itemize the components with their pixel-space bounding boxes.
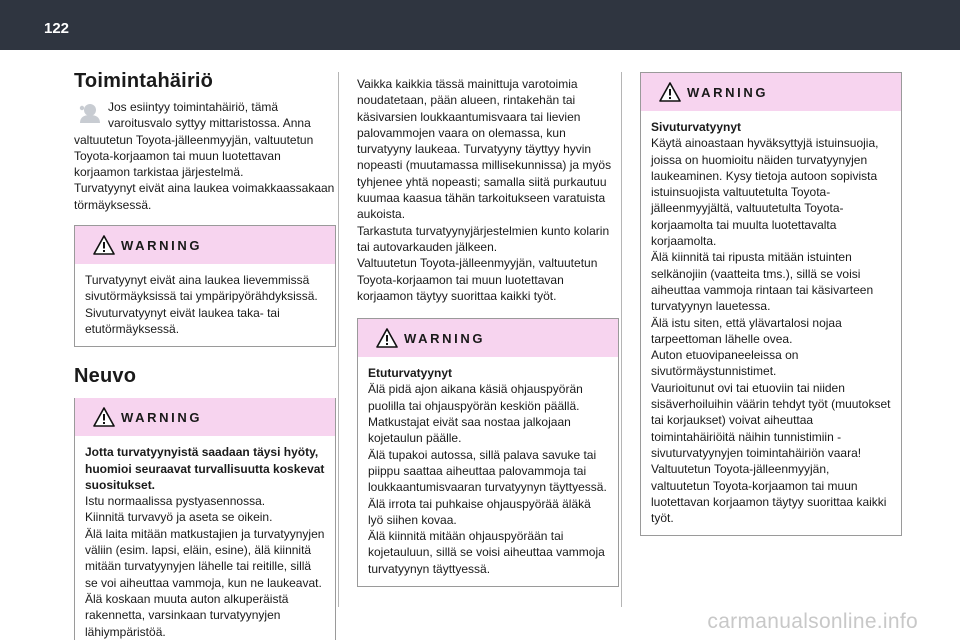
warning-heading: Etuturvatyynyt (368, 366, 453, 381)
warning-triangle-icon (376, 328, 398, 348)
warning-text: Istu normaalissa pystyasennossa. Kiinnitä turvavyö ja aseta se oikein. Älä laita mitään matkustajien ja turvatyynyjen väliin (esim. lapsi, eläin, esine), älä kiinnitä mitään turvatyynyjen lähelle tai reitille, sillä se voi aiheuttaa vammoja, kun ne laukeavat. Älä koskaan muuta auton alkuperäistä rakennetta, varsinkaan turvatyynyjen lähiympäristöä. (85, 494, 325, 639)
page-number: 122 (44, 20, 70, 37)
column-2 (357, 76, 619, 587)
warning-header (75, 226, 335, 264)
column-1 (74, 70, 336, 640)
warning-text: Älä pidä ajon aikana käsiä ohjauspyörän puolilla tai ohjauspyörän keskiön päällä. Matkustajat eivät saa nostaa jalkojaan kojetaulun päälle. Älä tupakoi autossa, sillä palava savuke tai piippu saattaa aiheuttaa palovammoja tai loukkaantumisvaaran turvatyynyn täyttyessä. Älä irrota tai puhkaise ohjauspyörää äläkä lyö siihen kovaa. Älä kiinnitä mitään ohjauspyörään tai kojetauluun, sillä se voisi aiheuttaa vammoja turvatyynyn täyttyessä. (368, 382, 607, 576)
warning-heading: Sivuturvatyynyt (651, 120, 742, 134)
warning-box (74, 398, 336, 640)
warning-bold-text: Jotta turvatyynyistä saadaan täysi hyöty, huomioi seuraavat turvallisuutta koskevat suositukset. (85, 445, 325, 492)
warning-box (640, 72, 902, 536)
warning-header (641, 73, 901, 111)
warning-label: WARNING (121, 238, 203, 254)
warning-text: Turvatyynyt eivät aina laukea lievemmissä sivutörmäyksissä tai ympäripyörähdyksissä. Sivuturvatyynyt eivät laukea taka- tai etutörmäyksessä. (85, 273, 318, 336)
warning-body (358, 357, 618, 586)
warning-body (75, 264, 335, 346)
column-3 (640, 72, 902, 536)
warning-label: WARNING (121, 410, 203, 426)
warning-text: Käytä ainoastaan hyväksyttyjä istuinsuojia, joissa on huomioitu näiden turvatyynyjen laukeaminen. Kysy tietoja autoon sopivista istuinsuojista valtuutetulta Toyota-jälleenmyyjältä, valtuutetulta Toyota-korjaamolta tai muulta luotettavalta korjaamolta. Älä kiinnitä tai ripusta mitään istuinten selkänojiin (vaatteita tms.), sillä se voisi aiheuttaa vammoja rintaan tai käsivarteen turvatyynyn lauetessa. Älä istu siten, että ylävartalosi nojaa tarpeettoman lähelle ovea. Auton etuovipaneeleissa on sivutörmäystunnistimet. Vaurioitunut ovi tai etuoviin tai niiden sisäverhoiluihin väärin tehdyt työt (muutokset tai korjaukset) voivat aiheuttaa toimintahäiriöitä näihin tunnistimiin - sivuturvatyynyjen toimintahäiriön vaara! Valtuutetun Toyota-jälleenmyyjän, valtuutetun Toyota-korjaamon tai muun luotettavan korjaamon täytyy suorittaa kaikki työt. (651, 136, 891, 526)
warning-label: WARNING (687, 85, 769, 100)
intro-paragraph (74, 99, 336, 213)
watermark: carmanualsonline.info (707, 610, 918, 633)
warning-header (75, 398, 335, 436)
warning-body (75, 436, 335, 640)
warning-header (358, 319, 618, 357)
top-bar (0, 0, 960, 50)
warning-body (641, 111, 901, 535)
warning-box (74, 225, 336, 347)
info-icon (74, 101, 102, 125)
warning-label: WARNING (404, 331, 486, 347)
warning-triangle-icon (93, 235, 115, 255)
warning-triangle-icon (93, 407, 115, 427)
warning-triangle-icon (659, 82, 681, 102)
column-2-text: Vaikka kaikkia tässä mainittuja varotoimia noudatetaan, pään alueen, rintakehän tai käsivarsien loukkaantumisvaara tai lievien palovammojen vaara on olemassa, kun turvatyyny laukeaa. Turvatyyny täyttyy hyvin nopeasti (muutamassa millisekunnissa) ja myös tyhjenee yhtä nopeasti; samalla siitä purkautuu kuumaa kaasua tähän tarkoitukseen varatuista aukoista. Tarkastuta turvatyynyjärjestelmien kunto kolarin tai autovarkauden jälkeen. Valtuutetun Toyota-jälleenmyyjän, valtuutetun Toyota-korjaamon tai muun luotettavan korjaamon täytyy suorittaa kaikki työt. (357, 77, 612, 303)
column-divider (338, 72, 339, 607)
section-title-toimintahairio: Toimintahäiriö (74, 70, 214, 92)
intro-text: Jos esiintyy toimintahäiriö, tämä varoitusvalo syttyy mittaristossa. Anna valtuutetun Toyota-jälleenmyyjän, valtuutetun Toyota-korjaamon tai muun luotettavan korjaamon tarkistaa järjestelmä. Turvatyynyt eivät aina laukea voimakkaassakaan törmäyksessä. (74, 100, 335, 212)
warning-box (357, 318, 619, 587)
column-divider (621, 72, 622, 607)
section-title-neuvo: Neuvo (74, 365, 137, 388)
